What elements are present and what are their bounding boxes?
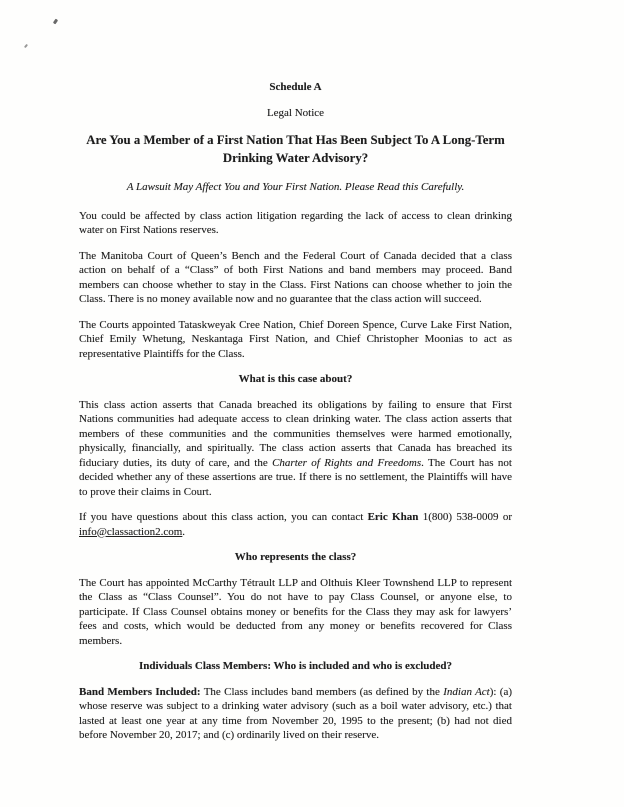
document-content [79, 80, 512, 754]
contact-phone: 1(800) 538-0009 [422, 511, 499, 523]
paragraph-class-counsel [79, 576, 512, 649]
notice-tagline [79, 180, 512, 195]
schedule-label [79, 80, 512, 95]
scan-speck-icon [53, 19, 58, 25]
paragraph-representative-plaintiffs [79, 318, 512, 362]
contact-email: info@classaction2.com [79, 525, 183, 538]
text-run: Are You a Member of a First Nation That Has Been Subject To A Long-Term Drinking Water Advisory? [86, 133, 505, 165]
text-run: . The Court has not decided whether any of these assertions are true. If there is no settlement, the Plaintiffs will have to prove their claims in Court. [79, 456, 512, 498]
paragraph-courts-decision [79, 249, 512, 307]
band-members-included-label: Band Members Included: [79, 685, 201, 698]
text-run: Who represents the class? [234, 551, 357, 563]
text-run: The Class includes band members (as defined by the [200, 685, 444, 698]
text-run: . [182, 525, 186, 538]
paragraph-case-description [79, 398, 512, 500]
section-heading-individuals-included-excluded [79, 659, 512, 674]
paragraph-band-members-included [79, 685, 512, 743]
text-run: ): (a) whose reserve was subject to a drinking water advisory (such as a boil water advisory, etc.) that lasted at least one year at any time from November 20, 1995 to the present; (b) had not died before November 20, 2017; and (c) ordinarily lived on their reserve. [79, 685, 512, 741]
contact-name: Eric Khan [367, 511, 419, 523]
section-heading-case-about [79, 372, 512, 387]
paragraph-contact [79, 510, 512, 539]
scan-speck-icon [24, 44, 28, 48]
text-run: You could be affected by class action litigation regarding the lack of access to clean drinking water on First Nations reserves. [79, 209, 512, 236]
text-run: If you have questions about this class action, you can contact [79, 511, 368, 523]
indian-act-reference: Indian Act [443, 685, 490, 698]
text-run: Schedule A [269, 81, 322, 93]
text-run: This class action asserts that Canada breached its obligations by failing to ensure that First Nations communities had adequate access to clean drinking water. The class action asserts that members of these communities and the communities themselves were harmed emotionally, physically, financially, and spiritually. The class action asserts that Canada has breached its fiduciary duties, its duty of care, and the [79, 398, 512, 469]
legal-notice-label [79, 106, 512, 121]
text-run: Legal Notice [266, 106, 325, 119]
text-run: The Courts appointed Tataskweyak Cree Nation, Chief Doreen Spence, Curve Lake First Nation, Chief Emily Whetung, Neskantaga First Nation, and Chief Christopher Moonias to act as representative Plaintiffs for the Class. [79, 318, 512, 360]
text-run: The Court has appointed McCarthy Tétrault LLP and Olthuis Kleer Townshend LLP to represent the Class as “Class Counsel”. You do not have to pay Class Counsel, or anyone else, to participate. If Class Counsel obtains money or benefits for the Class they may ask for lawyers’ fees and costs, which would be deducted from any money or benefits recovered for Class members. [79, 576, 512, 647]
text-run: The Manitoba Court of Queen’s Bench and the Federal Court of Canada decided that a class action on behalf of a “Class” of both First Nations and band members may proceed. Band members can choose whether to stay in the Class. First Nations can choose whether to join the Class. There is no money available now and no guarantee that the class action will succeed. [79, 249, 512, 305]
text-run: What is this case about? [238, 373, 353, 385]
text-run: A Lawsuit May Affect You and Your First Nation. Please Read this Carefully. [126, 181, 465, 193]
text-run: or [498, 511, 513, 523]
charter-reference: Charter of Rights and Freedoms [272, 456, 422, 469]
notice-title [75, 131, 516, 167]
text-run: Individuals Class Members: Who is included and who is excluded? [138, 660, 453, 672]
section-heading-who-represents [79, 550, 512, 565]
paragraph-intro [79, 209, 512, 238]
